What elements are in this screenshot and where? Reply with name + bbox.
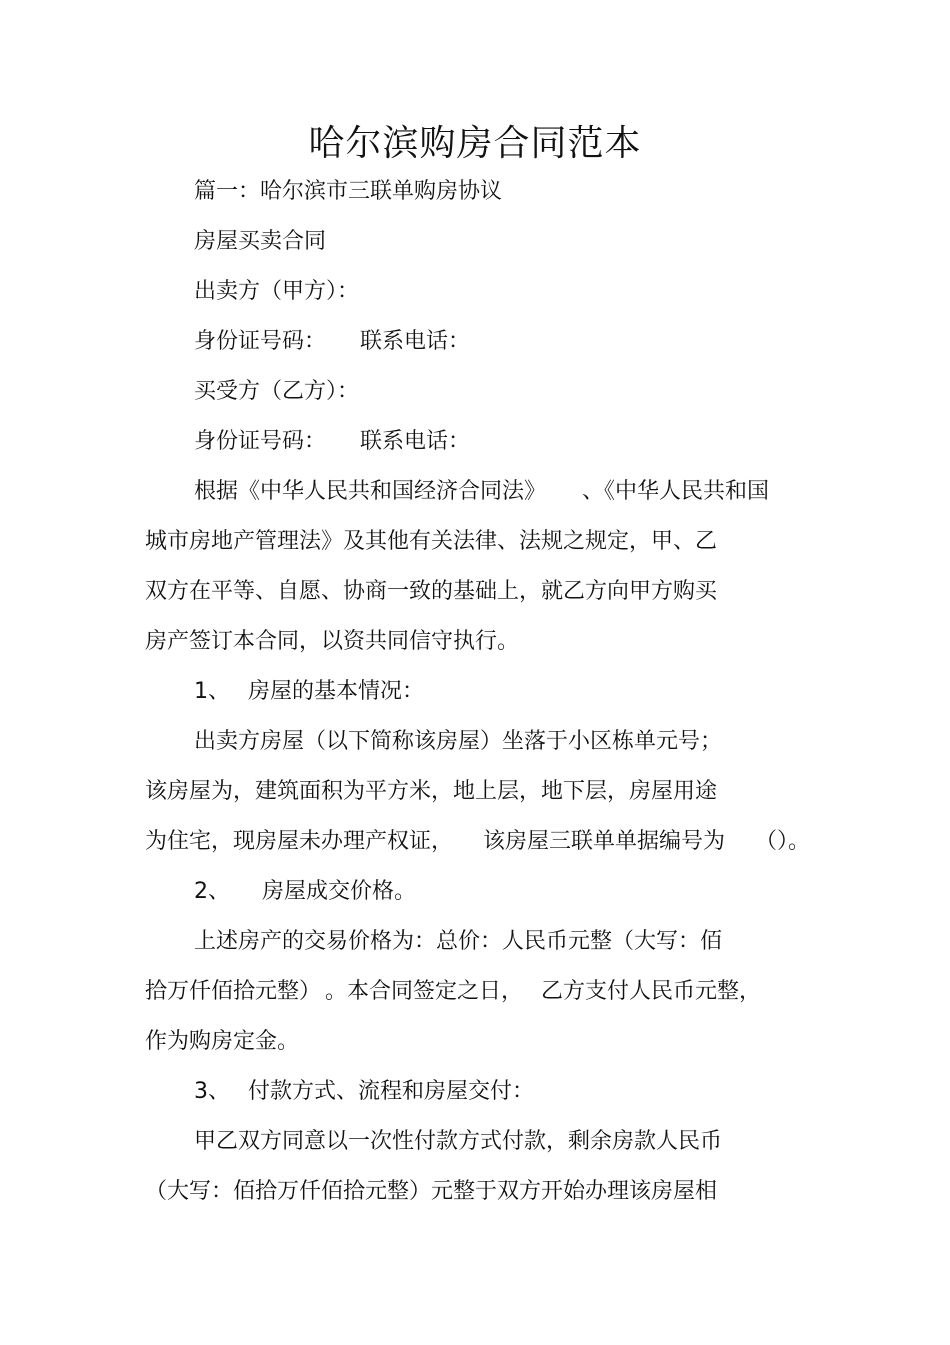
section-number: 3、 — [194, 1079, 230, 1104]
seller-line: 出卖方（甲方）： — [194, 279, 360, 304]
phone-label: 联系电话： — [360, 429, 471, 454]
paragraph-line — [145, 826, 810, 858]
section-title: 房屋的基本情况： — [248, 679, 425, 704]
seller-id-line — [194, 326, 470, 358]
id-number-label: 身份证号码： — [194, 429, 327, 454]
text-segment: 乙方支付人民币元整， — [541, 979, 762, 1004]
section-number: 2、 — [194, 879, 230, 904]
section-heading — [194, 876, 416, 908]
buyer-id-line — [194, 426, 470, 458]
paragraph-line — [145, 976, 761, 1008]
text-segment: （）。 — [755, 829, 811, 854]
section-title: 付款方式、流程和房屋交付： — [248, 1079, 535, 1104]
text-segment: 拾万仟佰拾元整） — [145, 979, 322, 1004]
text-segment: 为住宅，现房屋未办理产权证， — [145, 829, 454, 854]
buyer-line: 买受方（乙方）： — [194, 379, 360, 404]
paragraph-line: 出卖方房屋（以下简称该房屋）坐落于小区栋单元号； — [194, 729, 723, 754]
paragraph-line: 城市房地产管理法》及其他有关法律、法规之规定，甲、乙 — [145, 529, 718, 554]
text-segment: 。本合同签定之日， — [325, 979, 524, 1004]
id-number-label: 身份证号码： — [194, 329, 327, 354]
paragraph-line: 作为购房定金。 — [145, 1029, 300, 1054]
paragraph-line: （大写：佰拾万仟佰拾元整）元整于双方开始办理该房屋相 — [145, 1179, 718, 1204]
text-segment: 该房屋三联单单据编号为 — [483, 829, 726, 854]
contract-name: 房屋买卖合同 — [194, 229, 327, 254]
section-heading — [194, 676, 424, 708]
section-title: 房屋成交价格。 — [262, 879, 417, 904]
chapter-heading: 篇一：哈尔滨市三联单购房协议 — [194, 179, 503, 204]
text-segment: 、《中华人民共和国 — [582, 479, 770, 504]
document-title: 哈尔滨购房合同范本 — [308, 123, 642, 164]
paragraph-line: 甲乙双方同意以一次性付款方式付款，剩余房款人民币 — [194, 1129, 723, 1154]
phone-label: 联系电话： — [360, 329, 471, 354]
paragraph-line: 房产签订本合同，以资共同信守执行。 — [145, 629, 520, 654]
paragraph-line: 上述房产的交易价格为：总价：人民币元整（大写：佰 — [194, 929, 723, 954]
section-number: 1、 — [194, 679, 230, 704]
paragraph-line: 双方在平等、自愿、协商一致的基础上，就乙方向甲方购买 — [145, 579, 718, 604]
paragraph-line — [194, 476, 769, 508]
text-segment: 根据《中华人民共和国经济合同法》 — [194, 479, 547, 504]
section-heading — [194, 1076, 534, 1108]
paragraph-line: 该房屋为，建筑面积为平方米，地上层，地下层，房屋用途 — [145, 779, 718, 804]
